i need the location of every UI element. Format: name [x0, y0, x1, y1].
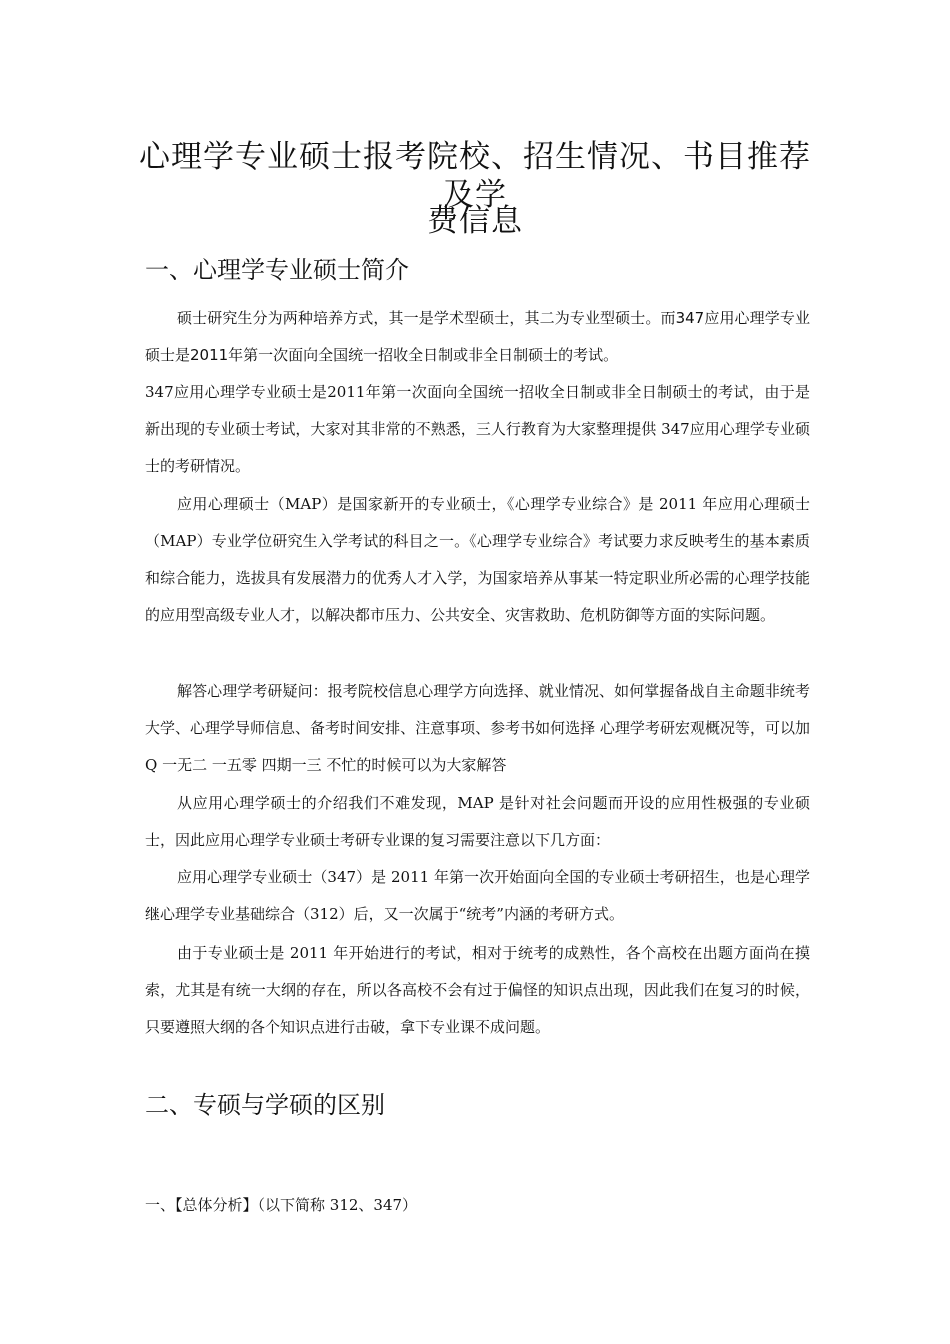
paragraph-3: 应用心理硕士（MAP）是国家新开的专业硕士，《心理学专业综合》是 2011 年应用心理硕士（MAP）专业学位研究生入学考试的科目之一。《心理学专业综合》考试要力求反映考生的基本素质和综合能力，选拔具有发展潜力的优秀人才入学，为国家培养从事某一特定职业所必需的心理学技能的应用型高级专业人才，以解决都市压力、公共安全、灾害救助、危机防御等方面的实际问题。 [145, 495, 810, 624]
paragraph-5: 从应用心理学硕士的介绍我们不难发现，MAP 是针对社会问题而开设的应用性极强的专业硕士，因此应用心理学专业硕士考研专业课的复习需要注意以下几方面： [145, 794, 810, 849]
paragraph-7: 由于专业硕士是 2011 年开始进行的考试，相对于统考的成熟性，各个高校在出题方面尚在摸索，尤其是有统一大纲的存在，所以各高校不会有过于偏怪的知识点出现，因此我们在复习的时候，只要遵照大纲的各个知识点进行击破，拿下专业课不成问题。 [145, 944, 810, 1036]
paragraph-2: 347应用心理学专业硕士是2011年第一次面向全国统一招收全日制或非全日制硕士的考试，由于是新出现的专业硕士考试，大家对其非常的不熟悉，三人行教育为大家整理提供 347应用心理学专业硕士的考研情况。 [145, 383, 810, 475]
section-1-heading: 一、心理学专业硕士简介 [145, 256, 409, 284]
subheading-overall-analysis: 一、【总体分析】（以下简称 312、347） [145, 1196, 418, 1214]
document-title-line-2: 费信息 [427, 203, 523, 239]
paragraph-4: 解答心理学考研疑问：报考院校信息心理学方向选择、就业情况、如何掌握备战自主命题非统考大学、心理学导师信息、备考时间安排、注意事项、参考书如何选择 心理学考研宏观概况等，可以加 Q 一无二 一五零 四期一三 不忙的时候可以为大家解答 [145, 682, 810, 774]
paragraph-6: 应用心理学专业硕士（347）是 2011 年第一次开始面向全国的专业硕士考研招生，也是心理学继心理学专业基础综合（312）后，又一次属于“统考”内涵的考研方式。 [145, 868, 810, 923]
paragraph-1: 硕士研究生分为两种培养方式，其一是学术型硕士，其二为专业型硕士。而347应用心理学专业硕士是2011年第一次面向全国统一招收全日制或非全日制硕士的考试。 [145, 309, 810, 364]
document-title-line-1: 心理学专业硕士报考院校、招生情况、书目推荐及学 [139, 139, 811, 213]
section-2-heading: 二、专硕与学硕的区别 [145, 1091, 385, 1119]
